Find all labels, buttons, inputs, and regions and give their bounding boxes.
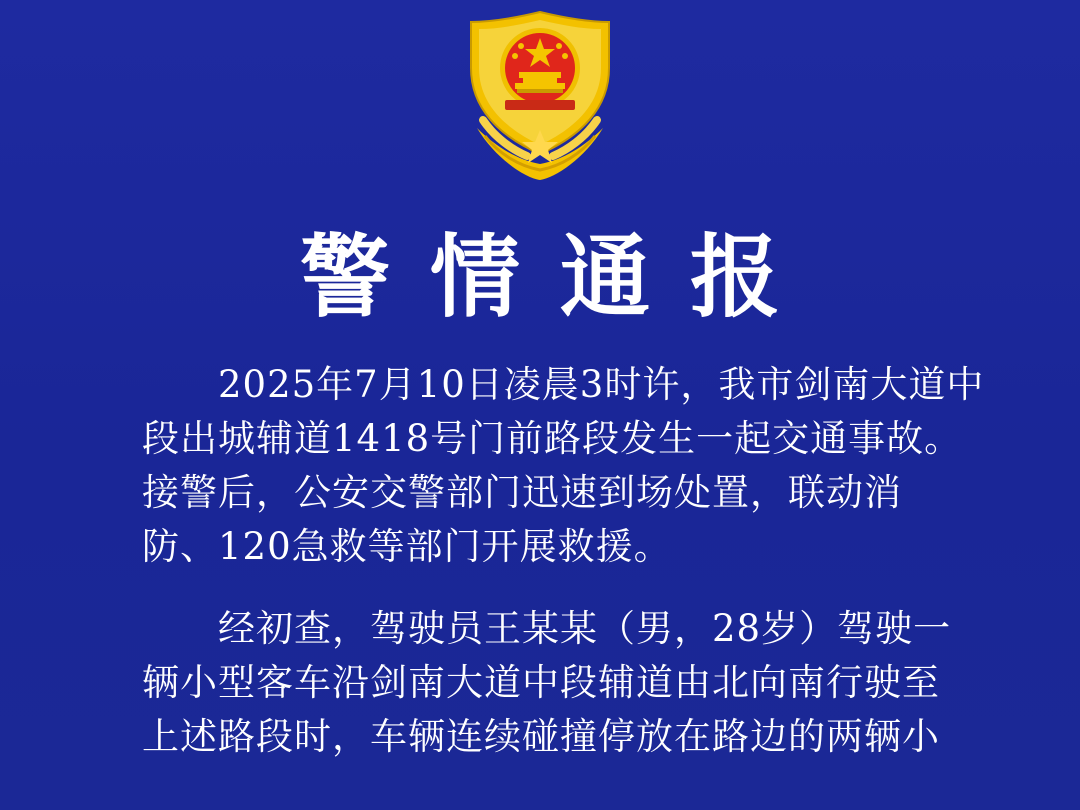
notice-title: 警情通报 [300, 224, 820, 330]
paragraph-1-line-1: 2025年7月10日凌晨3时许，我市剑南大道中 [218, 363, 985, 406]
paragraph-1-line-3: 接警后，公安交警部门迅速到场处置，联动消 [142, 471, 902, 514]
paragraph-2 [142, 602, 952, 764]
paragraph-2-line-3: 上述路段时，车辆连续碰撞停放在路边的两辆小 [142, 715, 940, 758]
police-emblem-icon [455, 8, 625, 184]
paragraph-1-line-2: 段出城辅道1418号门前路段发生一起交通事故。 [142, 417, 963, 460]
paragraph-2-line-1: 经初查，驾驶员王某某（男，28岁）驾驶一 [218, 607, 952, 650]
paragraph-1 [142, 358, 985, 574]
paragraph-1-line-4: 防、120急救等部门开展救援。 [142, 525, 672, 568]
paragraph-2-line-2: 辆小型客车沿剑南大道中段辅道由北向南行驶至 [142, 661, 940, 704]
notice-body [142, 358, 985, 764]
